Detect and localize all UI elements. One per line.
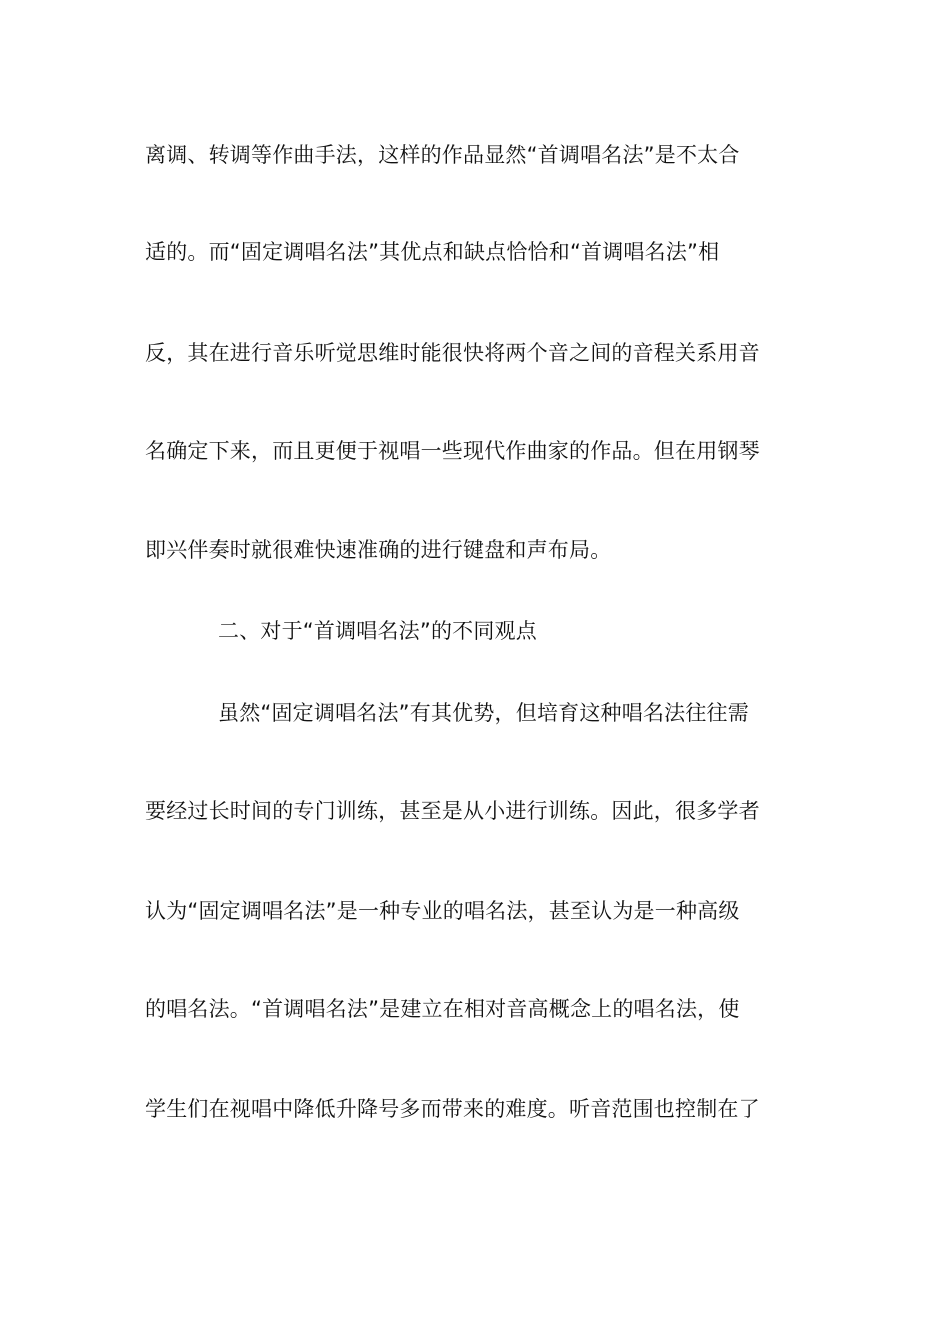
paragraph-line: 离调、转调等作曲手法，这样的作品显然“首调唱名法”是不太合: [145, 143, 740, 167]
paragraph-line: 反，其在进行音乐听觉思维时能很快将两个音之间的音程关系用音: [145, 341, 760, 365]
paragraph-line: 即兴伴奏时就很难快速准确的进行键盘和声布局。: [145, 538, 612, 562]
paragraph-line: 学生们在视唱中降低升降号多而带来的难度。听音范围也控制在了: [145, 1097, 760, 1121]
section-heading: 二、对于“首调唱名法”的不同观点: [218, 619, 537, 643]
paragraph-line: 虽然“固定调唱名法”有其优势，但培育这种唱名法往往需: [218, 701, 749, 725]
paragraph-line: 认为“固定调唱名法”是一种专业的唱名法，甚至认为是一种高级: [145, 899, 740, 923]
paragraph-line: 的唱名法。“首调唱名法”是建立在相对音高概念上的唱名法，使: [145, 997, 740, 1021]
paragraph-line: 名确定下来，而且更便于视唱一些现代作曲家的作品。但在用钢琴: [145, 439, 760, 463]
paragraph-line: 适的。而“固定调唱名法”其优点和缺点恰恰和“首调唱名法”相: [145, 240, 720, 264]
paragraph-line: 要经过长时间的专门训练，甚至是从小进行训练。因此，很多学者: [145, 799, 760, 823]
